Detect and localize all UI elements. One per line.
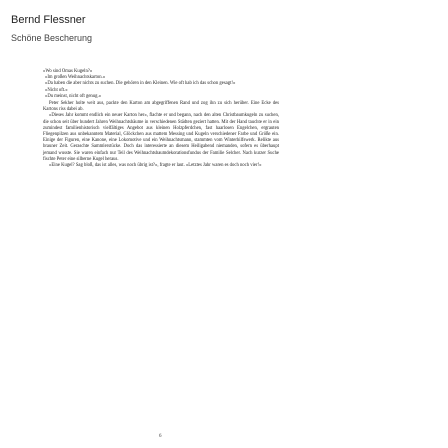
author-name: Bernd Flessner bbox=[11, 14, 86, 26]
story-text bbox=[43, 69, 279, 169]
paragraph: »Nicht oft.« bbox=[45, 87, 68, 93]
paragraph: »Wo sind Omas Kugeln?« bbox=[43, 69, 93, 74]
paragraph: »Im großen Weihnachtskarton.« bbox=[45, 75, 106, 81]
page-number: 6 bbox=[159, 434, 162, 439]
paragraph: »Da haben die aber nichts zu suchen. Die gehören in den Kleinen. Wie oft hab ich das schon gesagt!« bbox=[45, 81, 236, 87]
paragraph: »Dieses Jahr kommt endlich ein neuer Karton her«, flachte er und begann, nach den alten Christbaumkugeln zu suchen, die schon seit über hundert Jahren Weihnachtsbäume in verschiedenen Städten geziert hatten. Mit der Hand tauchte er in ein zumindest familienhistorisch vielfältiges Angebot aus kleinen Holzpferdchen, fast haarlosen Engelchen, ergrauten Fliegenpilzen aus unbekanntem Material, Glöckchen aus mattem Messing und Kugeln verschiedener Farbe und Größe ein. Einige der Figuren, eine Kanone, eine Lokomotive und ein Weihnachtsmann, stammten vom Winterhilfswerk. Relikte aus brauner Zeit. Geraschte Sammlerstücke. Doch das interessierte an diesem Heiligabend niemanden, sofern es überhaupt jemand wusste. Sie waren einfach nur Teil des Weihnachtsbaumdekorationsfundus der Familie Selcher. Nach kurzer Suche fischte Peter eine silberne Kugel heraus. bbox=[43, 113, 279, 162]
paragraph: »Du meinst, nicht oft genug.« bbox=[45, 93, 101, 99]
paragraph: Peter Sekher holte weit aus, packte den Karton am abgegriffenen Rand und zog ihn zu sich herüber. Eine Ecke des Kartons riss dabei ab. bbox=[43, 100, 279, 112]
paragraph: »Eine Kugel? Sag bloß, das ist alles, was noch übrig ist?«, fragte er laut. »Letztes Jahr waren es doch noch vier!« bbox=[49, 163, 262, 169]
story-title: Schöne Bescherung bbox=[11, 33, 93, 43]
